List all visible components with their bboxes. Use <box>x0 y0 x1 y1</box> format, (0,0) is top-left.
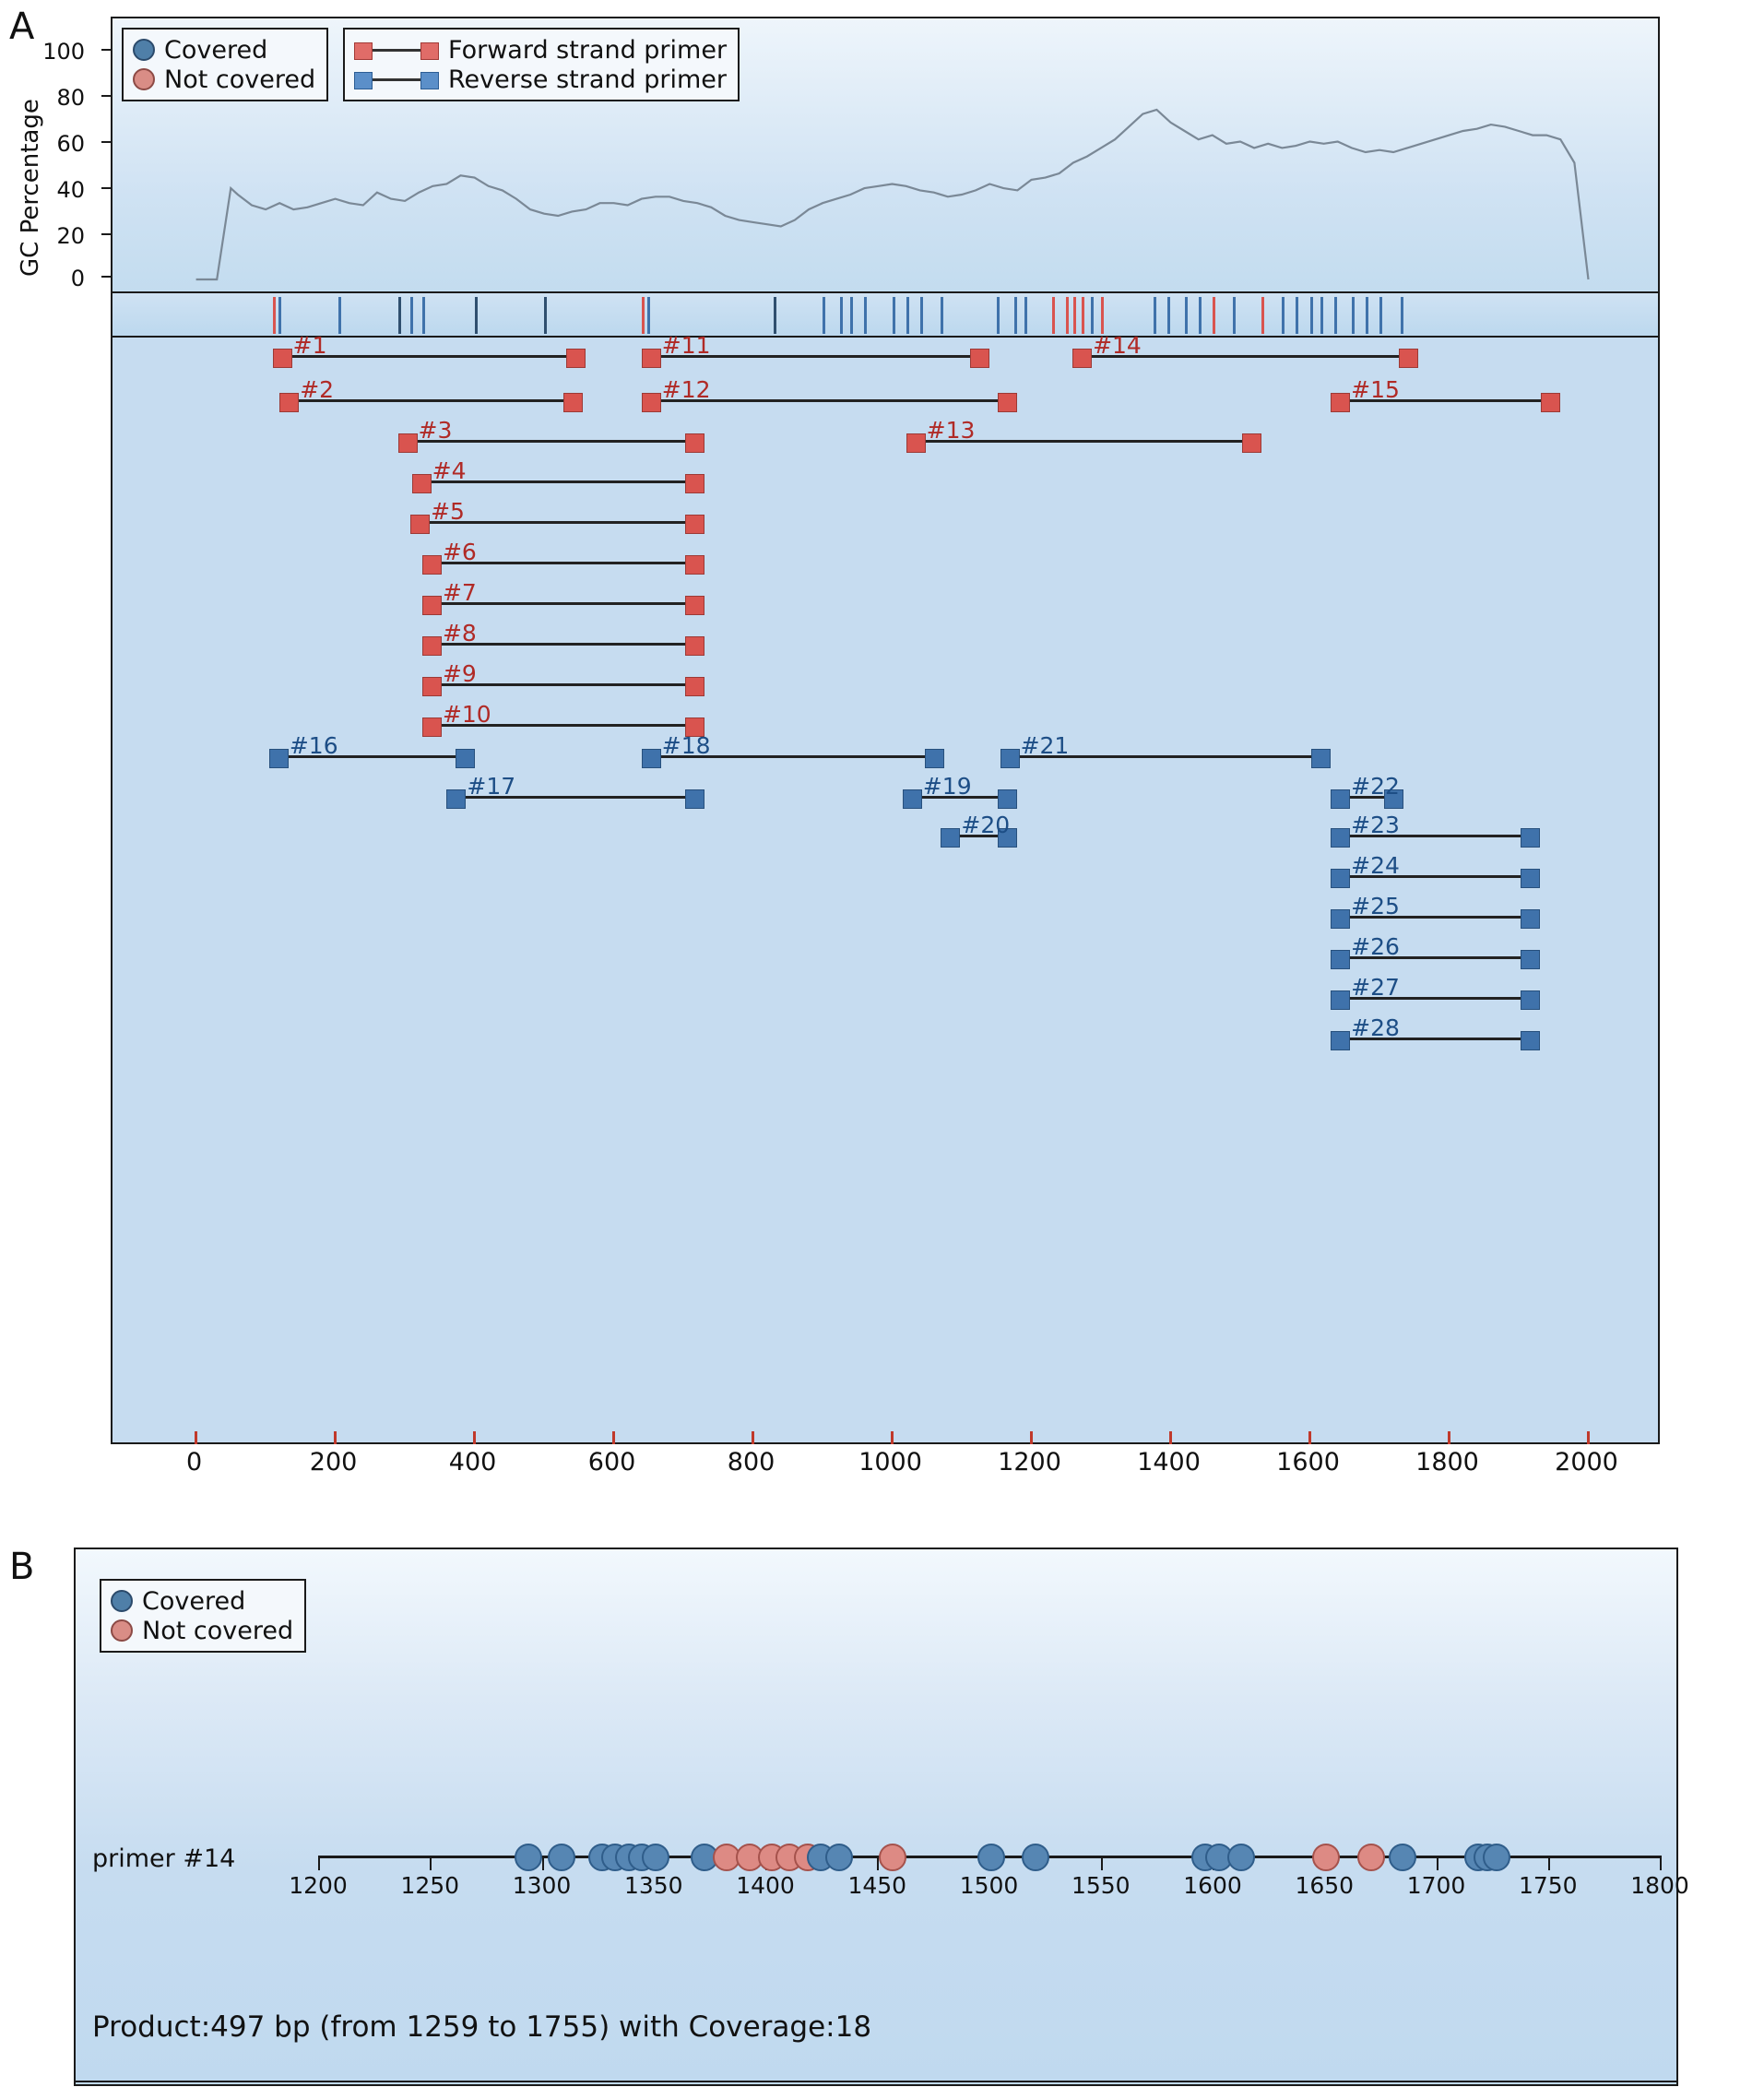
panel-b-tick-label: 1450 <box>847 1872 907 1899</box>
primer-end-marker <box>1541 393 1560 412</box>
y-tick-40: 40 <box>56 177 85 203</box>
x-axis-tick <box>1169 1431 1172 1444</box>
panel-b-tick-label: 1650 <box>1295 1872 1355 1899</box>
panel-b-tick-label: 1700 <box>1406 1872 1466 1899</box>
panel-b-tick-label: 1500 <box>959 1872 1019 1899</box>
primer-position-mark <box>647 297 650 334</box>
primer-25[interactable] <box>1331 893 1539 930</box>
primer-9[interactable] <box>422 660 704 697</box>
x-axis-tick <box>334 1431 337 1444</box>
y-tick-60: 60 <box>56 131 85 157</box>
primer-label: #3 <box>418 417 453 444</box>
y-tick-0: 0 <box>70 266 85 291</box>
primer-position-mark <box>1167 297 1170 334</box>
legend-label-reverse-strand: Reverse strand primer <box>448 65 727 94</box>
primer-28[interactable] <box>1331 1014 1539 1051</box>
legend-item-covered <box>133 35 315 65</box>
primer-label: #17 <box>467 773 516 800</box>
y-tick-80: 80 <box>56 85 85 111</box>
x-axis-tick-label: 0 <box>186 1448 203 1476</box>
panel-b-footer-divider <box>74 2081 1678 2082</box>
primer-label: #25 <box>1351 893 1400 919</box>
primer-label: #15 <box>1351 376 1400 403</box>
primer-position-mark <box>893 297 895 334</box>
x-axis-tick <box>612 1431 615 1444</box>
primer-label: #13 <box>926 417 976 444</box>
primer-label: #23 <box>1351 812 1400 838</box>
x-axis-tick <box>195 1431 197 1444</box>
primer-label: #14 <box>1093 332 1142 359</box>
panel-b-tick-label: 1200 <box>289 1872 348 1899</box>
primer-18[interactable] <box>642 732 944 769</box>
panel-b-tick-label: 1250 <box>400 1872 460 1899</box>
primer-3[interactable] <box>398 417 704 454</box>
primer-start-marker <box>269 749 289 768</box>
primer-22[interactable] <box>1331 773 1403 810</box>
primer-end-marker <box>685 789 704 809</box>
primer-14[interactable] <box>1072 332 1417 369</box>
not-covered-marker[interactable] <box>879 1844 906 1871</box>
primer-4[interactable] <box>412 457 704 494</box>
primer-label: #22 <box>1351 773 1400 800</box>
primer-start-marker <box>642 393 661 412</box>
legend-item-reverse-strand <box>354 65 727 94</box>
covered-marker[interactable] <box>515 1844 542 1871</box>
primer-label: #10 <box>442 701 491 728</box>
x-axis-tick-label: 800 <box>727 1448 775 1476</box>
panel-a-letter: A <box>9 6 35 48</box>
primer-position-mark <box>475 297 478 334</box>
primer-position-mark <box>1154 297 1156 334</box>
not-covered-dot-icon <box>133 68 155 90</box>
primer-end-marker <box>1521 869 1540 888</box>
panel-b-tick-label: 1600 <box>1183 1872 1242 1899</box>
primer-position-mark <box>1101 297 1104 334</box>
primer-start-marker <box>906 433 926 453</box>
primer-start-marker <box>422 636 442 656</box>
primer-start-marker <box>422 555 442 575</box>
panel-b-tick-label: 1350 <box>623 1872 683 1899</box>
forward-primer-icon <box>354 42 439 57</box>
panel-b-tick-label: 1750 <box>1518 1872 1578 1899</box>
panel-b-tick <box>1101 1856 1103 1870</box>
primer-position-mark <box>338 297 341 334</box>
primer-label: #5 <box>431 498 465 525</box>
primer-end-marker <box>1521 1031 1540 1050</box>
primer-start-marker <box>279 393 299 412</box>
primer-position-mark <box>1379 297 1382 334</box>
panel-b-letter: B <box>9 1546 35 1588</box>
primer-7[interactable] <box>422 579 704 616</box>
primer-label: #24 <box>1351 852 1400 879</box>
primer-end-marker <box>1521 950 1540 969</box>
primer-start-marker <box>1072 349 1092 368</box>
y-tick-20: 20 <box>56 223 85 249</box>
primer-8[interactable] <box>422 620 704 657</box>
legend-label-covered-b: Covered <box>142 1586 246 1616</box>
primer-position-mark <box>1024 297 1027 334</box>
panel-b-tick <box>318 1856 320 1870</box>
primer-position-mark <box>1296 297 1298 334</box>
primer-19[interactable] <box>903 773 1018 810</box>
not-covered-marker[interactable] <box>1312 1844 1340 1871</box>
covered-marker[interactable] <box>1483 1844 1510 1871</box>
panel-b-tick-label: 1300 <box>512 1872 572 1899</box>
primer-label: #16 <box>289 732 338 759</box>
primer-label: #26 <box>1351 933 1400 960</box>
not-covered-dot-icon <box>111 1619 133 1642</box>
primer-6[interactable] <box>422 539 704 575</box>
primer-label: #21 <box>1020 732 1070 759</box>
primer-position-mark <box>1052 297 1055 334</box>
primer-start-marker <box>412 474 432 493</box>
primer-label: #8 <box>442 620 477 646</box>
primer-26[interactable] <box>1331 933 1539 970</box>
covered-marker[interactable] <box>642 1844 669 1871</box>
primer-end-marker <box>1521 828 1540 848</box>
primer-12[interactable] <box>642 376 1018 413</box>
primer-position-mark <box>997 297 1000 334</box>
primer-label: #20 <box>961 812 1011 838</box>
primer-11[interactable] <box>642 332 989 369</box>
primer-position-mark <box>1213 297 1215 334</box>
primer-position-mark <box>1310 297 1313 334</box>
primer-position-strip <box>111 293 1660 338</box>
primer-position-mark <box>273 297 276 334</box>
primer-label: #7 <box>442 579 477 606</box>
x-axis-tick-label: 1600 <box>1276 1448 1340 1476</box>
primer-end-marker <box>1521 909 1540 929</box>
coverage-legend <box>122 28 328 101</box>
primer-20[interactable] <box>941 812 1017 848</box>
primer-position-mark <box>642 297 645 334</box>
panel-b-coverage-legend <box>100 1579 306 1653</box>
primer-start-marker <box>422 677 442 696</box>
primer-start-marker <box>398 433 418 453</box>
primer-end-marker <box>563 393 583 412</box>
primer-start-marker <box>1331 789 1350 809</box>
primer-position-mark <box>774 297 776 334</box>
primer-label: #1 <box>292 332 327 359</box>
primer-position-mark <box>1014 297 1017 334</box>
primer-start-marker <box>1331 393 1350 412</box>
primer-position-mark <box>906 297 909 334</box>
primer-position-mark <box>1320 297 1323 334</box>
primer-map <box>111 332 1660 1444</box>
primer-end-marker <box>685 555 704 575</box>
primer-5[interactable] <box>410 498 704 535</box>
primer-start-marker <box>422 717 442 737</box>
primer-label: #11 <box>661 332 711 359</box>
x-axis-tick-label: 1400 <box>1137 1448 1201 1476</box>
primer-position-mark <box>1401 297 1403 334</box>
primer-27[interactable] <box>1331 974 1539 1011</box>
primer-position-mark <box>1282 297 1285 334</box>
primer-position-mark <box>1352 297 1355 334</box>
primer-label: #9 <box>442 660 477 687</box>
covered-marker[interactable] <box>548 1844 575 1871</box>
primer-position-mark <box>1073 297 1076 334</box>
x-axis-tick <box>1308 1431 1311 1444</box>
primer-2[interactable] <box>279 376 582 413</box>
panel-b-plot <box>74 1548 1678 2086</box>
legend-label-not-covered-b: Not covered <box>142 1616 294 1645</box>
primer-end-marker <box>998 789 1017 809</box>
panel-b-tick <box>430 1856 432 1870</box>
x-axis-tick-label: 400 <box>448 1448 497 1476</box>
covered-marker[interactable] <box>825 1844 853 1871</box>
panel-b-tick <box>1437 1856 1438 1870</box>
primer-end-marker <box>1311 749 1331 768</box>
primer-start-marker <box>273 349 292 368</box>
covered-marker[interactable] <box>977 1844 1005 1871</box>
primer-position-mark <box>278 297 281 334</box>
y-tick-100: 100 <box>42 39 85 65</box>
primer-end-marker <box>1521 990 1540 1010</box>
primer-label: #2 <box>300 376 335 403</box>
primer-position-mark <box>1334 297 1337 334</box>
x-axis-tick <box>1448 1431 1450 1444</box>
primer-start-marker <box>1331 950 1350 969</box>
x-axis-tick <box>1587 1431 1590 1444</box>
covered-marker[interactable] <box>1227 1844 1255 1871</box>
primer-end-marker <box>685 636 704 656</box>
primer-position-mark <box>941 297 943 334</box>
not-covered-marker[interactable] <box>1357 1844 1385 1871</box>
primer-start-marker <box>1000 749 1020 768</box>
primer-start-marker <box>1331 909 1350 929</box>
x-axis-tick <box>1030 1431 1033 1444</box>
primer-23[interactable] <box>1331 812 1539 848</box>
primer-end-marker <box>685 596 704 615</box>
primer-end-marker <box>1399 349 1418 368</box>
covered-marker[interactable] <box>1389 1844 1416 1871</box>
x-axis-tick-label: 200 <box>309 1448 358 1476</box>
legend-item-not-covered-b <box>111 1616 293 1645</box>
primer-label: #19 <box>922 773 972 800</box>
primer-label: #4 <box>432 457 467 484</box>
panel-b-axis-line <box>289 1856 1689 1899</box>
primer-end-marker <box>1242 433 1261 453</box>
strand-legend <box>343 28 740 101</box>
primer-end-marker <box>685 474 704 493</box>
panel-b-tick <box>1660 1856 1662 1870</box>
legend-item-forward-strand <box>354 35 727 65</box>
primer-position-mark <box>1233 297 1236 334</box>
primer-end-marker <box>685 677 704 696</box>
primer-start-marker <box>1331 1031 1350 1050</box>
primer-label: #28 <box>1351 1014 1400 1041</box>
legend-label-covered: Covered <box>164 35 268 65</box>
primer-end-marker <box>685 433 704 453</box>
primer-start-marker <box>941 828 960 848</box>
primer-end-marker <box>456 749 475 768</box>
primer-position-mark <box>850 297 853 334</box>
primer-start-marker <box>446 789 466 809</box>
primer-position-mark <box>823 297 825 334</box>
panel-b-tick-label: 1800 <box>1630 1872 1689 1899</box>
legend-item-not-covered <box>133 65 315 94</box>
primer-label: #12 <box>661 376 711 403</box>
covered-dot-icon <box>133 39 155 61</box>
primer-end-marker <box>970 349 989 368</box>
legend-item-covered-b <box>111 1586 293 1616</box>
primer-start-marker <box>903 789 922 809</box>
primer-start-marker <box>1331 828 1350 848</box>
primer-1[interactable] <box>273 332 586 369</box>
panel-b-tick <box>542 1856 544 1870</box>
panel-b-tick-label: 1400 <box>736 1872 795 1899</box>
primer-position-mark <box>398 297 401 334</box>
primer-position-mark <box>544 297 547 334</box>
covered-marker[interactable] <box>1022 1844 1049 1871</box>
panel-b-tick <box>1548 1856 1550 1870</box>
primer-position-mark <box>864 297 867 334</box>
primer-position-mark <box>1261 297 1264 334</box>
primer-start-marker <box>1331 990 1350 1010</box>
x-axis-tick <box>473 1431 476 1444</box>
panel-b-row-label: primer #14 <box>92 1844 236 1873</box>
primer-start-marker <box>410 515 430 534</box>
primer-position-mark <box>1091 297 1094 334</box>
primer-15[interactable] <box>1331 376 1560 413</box>
product-summary-text: Product:497 bp (from 1259 to 1755) with Coverage:18 <box>92 2010 872 2044</box>
legend-label-forward-strand: Forward strand primer <box>448 35 728 65</box>
x-axis-tick <box>891 1431 894 1444</box>
primer-13[interactable] <box>906 417 1261 454</box>
x-axis-tick <box>752 1431 754 1444</box>
primer-position-mark <box>1199 297 1202 334</box>
covered-dot-icon <box>111 1590 133 1612</box>
primer-position-mark <box>1366 297 1368 334</box>
reverse-primer-icon <box>354 72 439 87</box>
primer-17[interactable] <box>446 773 704 810</box>
primer-start-marker <box>1331 869 1350 888</box>
primer-position-mark <box>840 297 843 334</box>
primer-24[interactable] <box>1331 852 1539 889</box>
primer-start-marker <box>422 596 442 615</box>
legend-label-not-covered: Not covered <box>164 65 316 94</box>
primer-end-marker <box>685 515 704 534</box>
primer-position-mark <box>422 297 425 334</box>
primer-label: #18 <box>661 732 711 759</box>
primer-start-marker <box>642 349 661 368</box>
primer-end-marker <box>998 393 1017 412</box>
primer-16[interactable] <box>269 732 475 769</box>
primer-label: #27 <box>1351 974 1400 1001</box>
primer-label: #6 <box>442 539 477 565</box>
primer-end-marker <box>566 349 586 368</box>
primer-position-mark <box>1082 297 1084 334</box>
primer-end-marker <box>925 749 944 768</box>
primer-21[interactable] <box>1000 732 1332 769</box>
primer-position-mark <box>410 297 413 334</box>
panel-b-tick-label: 1550 <box>1071 1872 1131 1899</box>
primer-start-marker <box>642 749 661 768</box>
x-axis-tick-label: 1800 <box>1415 1448 1479 1476</box>
x-axis-tick-label: 600 <box>587 1448 636 1476</box>
primer-position-mark <box>920 297 923 334</box>
gc-percentage-axis-label: GC Percentage <box>17 99 44 277</box>
x-axis-tick-label: 2000 <box>1555 1448 1618 1476</box>
panel-a-x-axis <box>111 1444 1660 1500</box>
primer-position-mark <box>1185 297 1188 334</box>
x-axis-tick-label: 1200 <box>998 1448 1061 1476</box>
x-axis-tick-label: 1000 <box>858 1448 922 1476</box>
primer-position-mark <box>1066 297 1069 334</box>
